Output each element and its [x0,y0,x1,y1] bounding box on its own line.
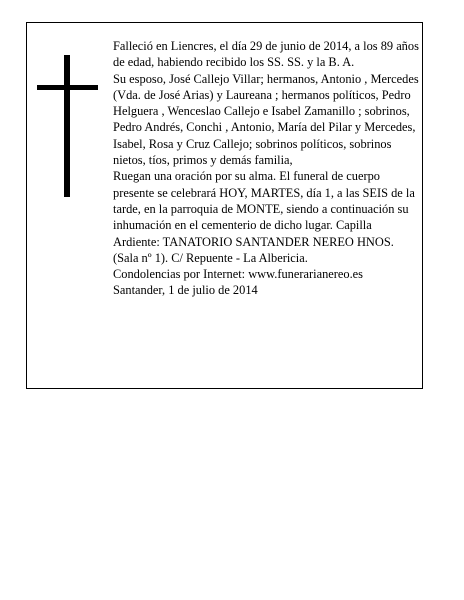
condolences-line: Condolencias por Internet: www.funerarianereo.es [113,267,364,282]
family-list: Su esposo, José Callejo Villar; hermanos, Antonio , Mercedes (Vda. de José Arias) y Laureana ; hermanos políticos, Pedro Helguera , Wenceslao Callejo e Isabel Zamanillo ; sobrinos, Pedro Andrés, Conchi , Antonio, María del Pilar y Mercedes, Isabel, Rosa y Cruz Callejo; sobrinos políticos, sobrinos nietos, tíos, primos y demás familia, [113,71,419,168]
funeral-details: Ruegan una oración por su alma. El funeral de cuerpo presente se celebrará HOY, MARTES, día 1, a las SEIS de la tarde, en la parroquia de MONTE, siendo a continuación su inhumación en el cementerio de dicho lugar. Capilla Ardiente: TANATORIO SANTANDER NEREO HNOS. (Sala nº 1). C/ Repuente - La Albericia. [113,169,415,265]
cross-horizontal-bar [37,85,98,90]
cross-vertical-bar [64,55,70,197]
place-date-line: Santander, 1 de julio de 2014 [113,283,258,298]
obituary-text [113,38,419,299]
latin-cross-icon [37,55,98,197]
obituary-notice [26,22,423,389]
death-announcement: Falleció en Liencres, el día 29 de junio de 2014, a los 89 años de edad, habiendo recibido los SS. SS. y la B. A. [113,39,419,70]
